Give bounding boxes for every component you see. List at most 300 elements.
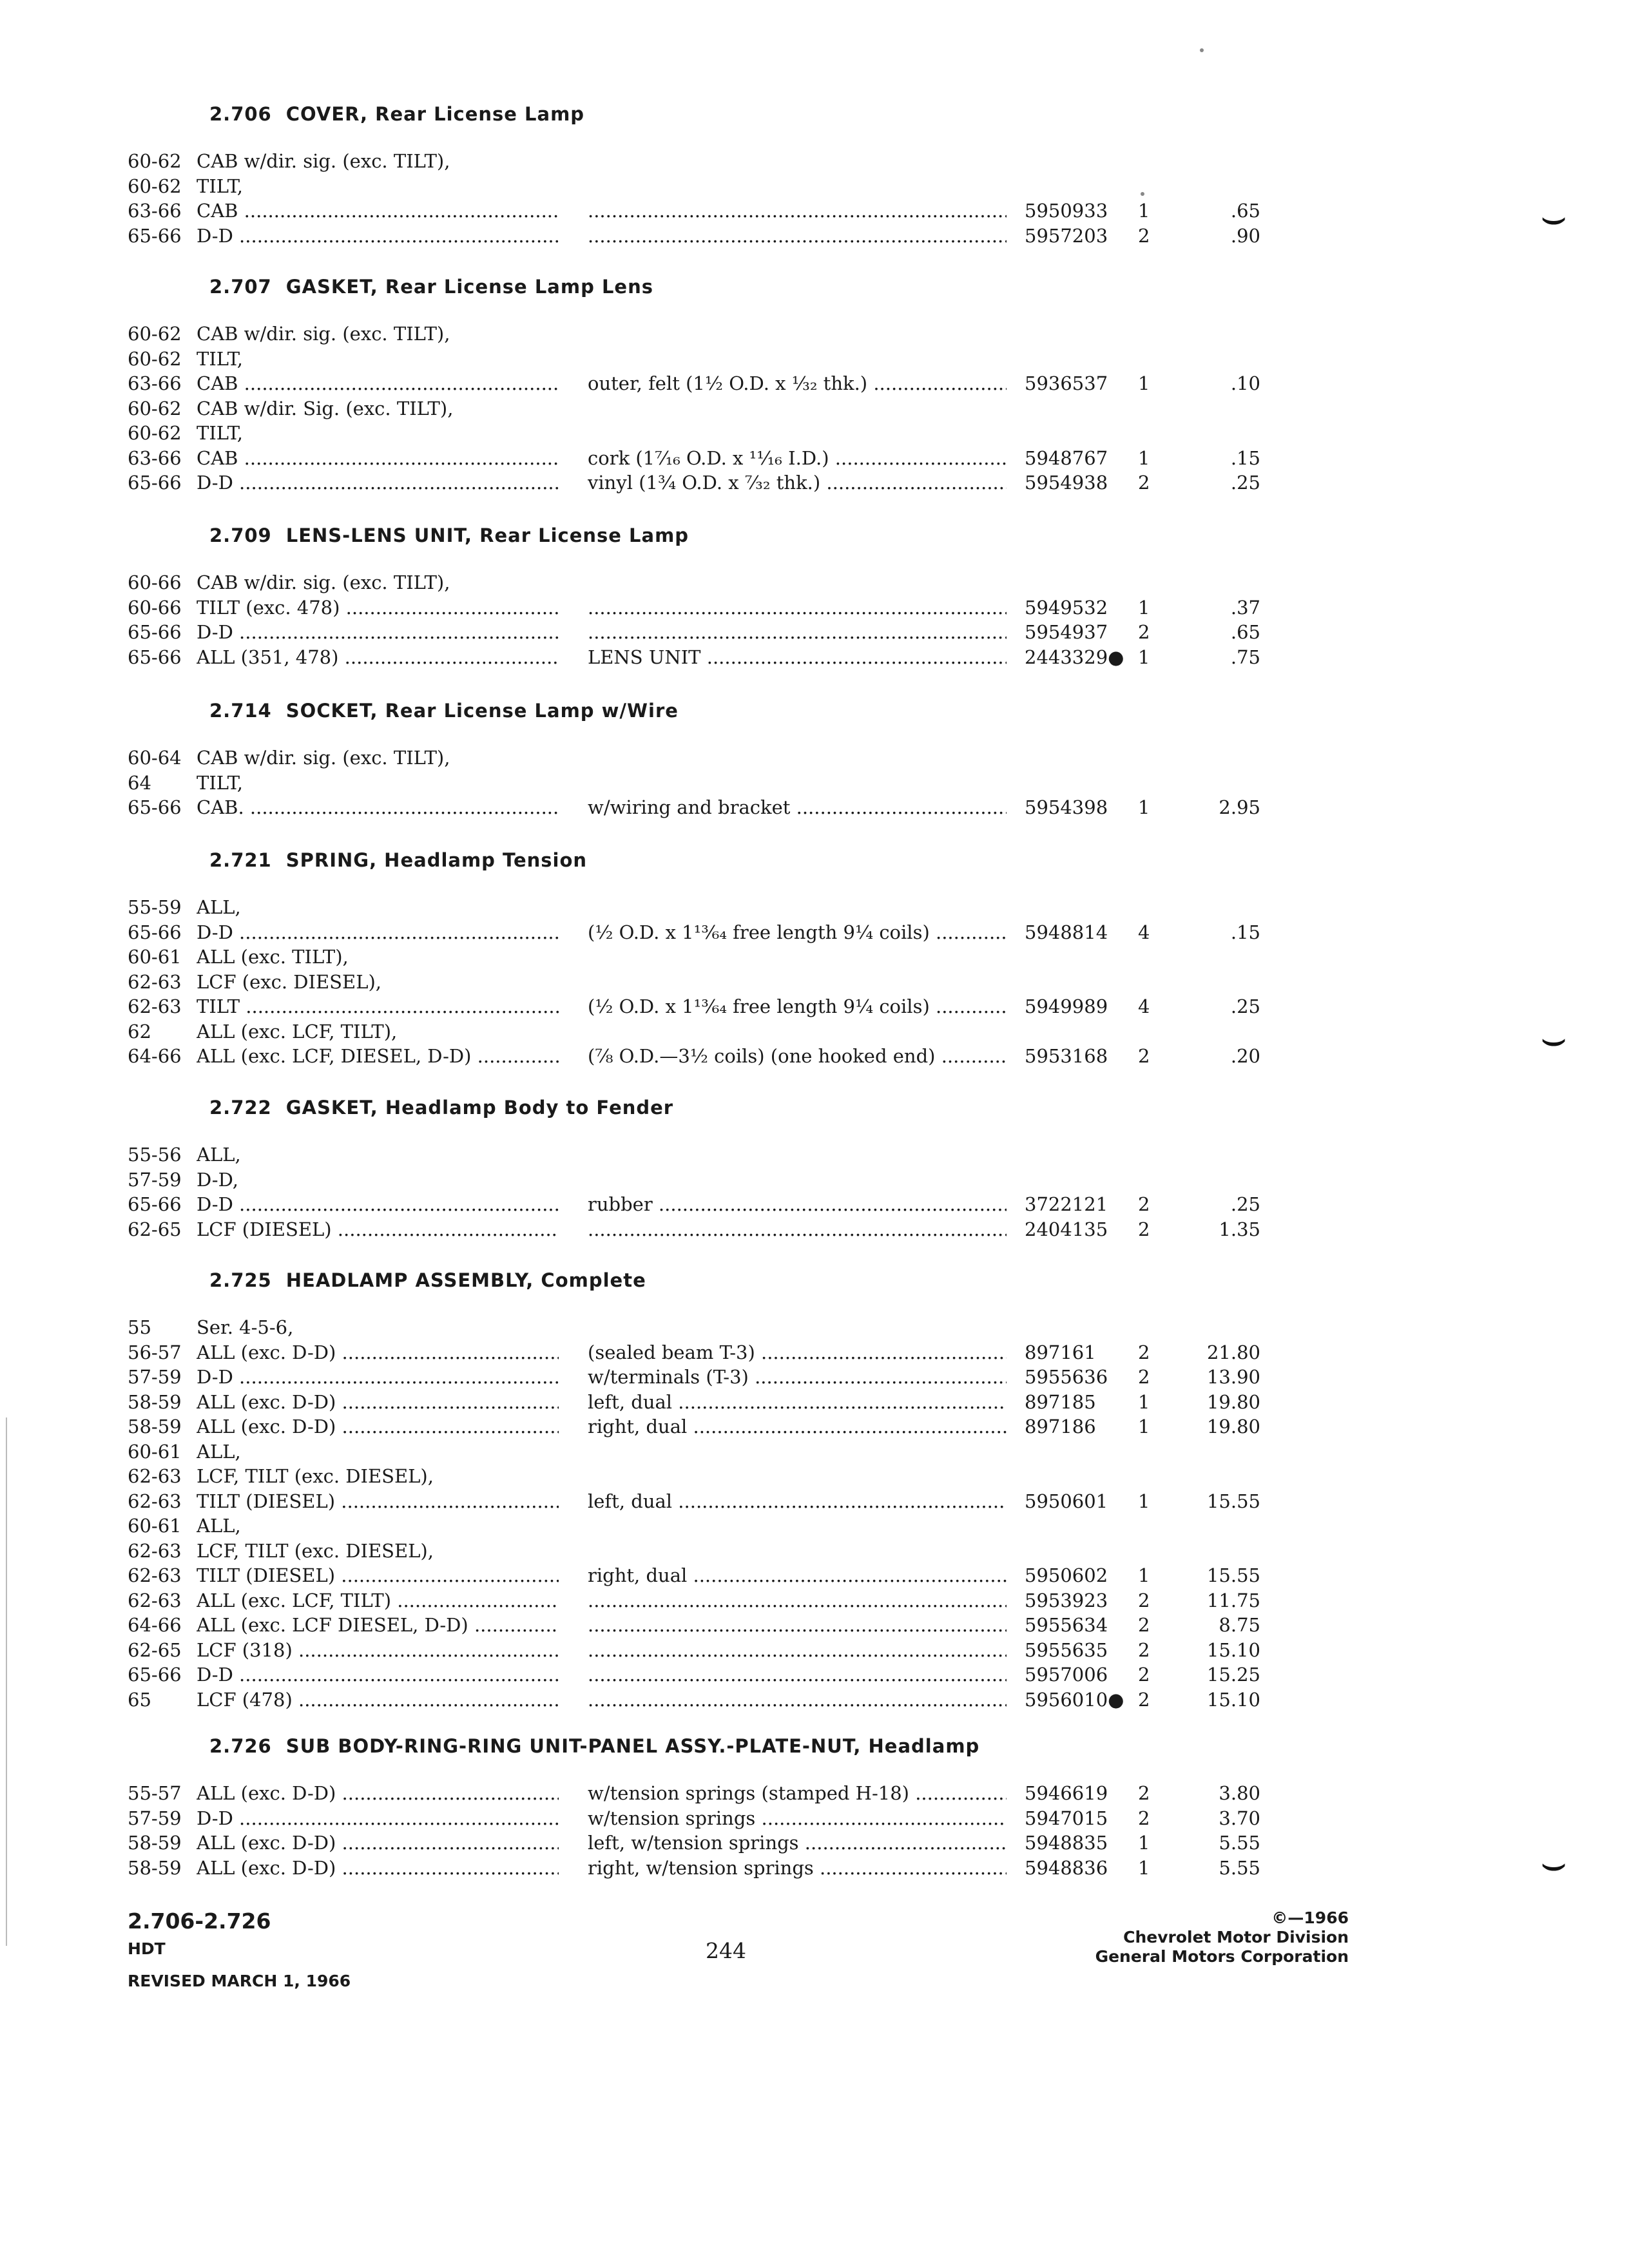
list-price: .20 [1230,1045,1260,1067]
model-year: 62-63 [128,1465,182,1487]
part-row [0,371,1629,396]
model-application: CAB ..... [197,371,559,396]
model-year: 65-66 [128,796,182,818]
model-year: 64 [128,771,151,794]
quantity: 2 [1138,1218,1150,1240]
list-price: .25 [1230,1193,1260,1215]
part-row [0,1044,1629,1068]
model-year: 57-59 [128,1168,182,1191]
footer-copyright: ©—1966 [1271,1908,1349,1927]
model-application: ALL (exc. LCF DIESEL, D-D) ..... [197,1613,559,1637]
model-year: 60-64 [128,747,182,769]
list-price: .65 [1230,200,1260,222]
quantity: 2 [1138,1639,1150,1661]
section-number: 2.709 [209,524,272,546]
footer-range: 2.706-2.726 [128,1908,271,1934]
part-row [0,198,1629,223]
section-heading [209,849,587,871]
model-application: CAB ..... [197,446,559,470]
list-price: .25 [1230,995,1260,1017]
part-row [0,920,1629,945]
model-year: 62-63 [128,1564,182,1586]
part-row [0,1340,1629,1365]
part-number: 5957203 [1025,224,1108,247]
list-price: 15.10 [1206,1688,1260,1711]
model-year: 62-63 [128,1589,182,1611]
model-year: 62-65 [128,1639,182,1661]
part-row [0,396,1629,421]
list-price: 1.35 [1219,1218,1260,1240]
section-number: 2.722 [209,1097,272,1119]
list-price: 3.80 [1219,1782,1260,1804]
part-row [0,149,1629,173]
part-number: 5948767 [1025,447,1108,469]
quantity: 2 [1138,224,1150,247]
model-application: Ser. 4-5-6, [197,1316,294,1338]
part-number: 5949532 [1025,596,1108,619]
part-description: w/terminals (T-3) ..... [588,1365,1007,1389]
section-number: 2.726 [209,1735,272,1757]
list-price: 8.75 [1219,1614,1260,1636]
part-row [0,1687,1629,1712]
part-row [0,1390,1629,1414]
part-row [0,1142,1629,1167]
part-row [0,595,1629,620]
list-price: 15.55 [1206,1564,1260,1586]
quantity: 1 [1138,596,1150,619]
part-description [588,1638,1007,1662]
part-row [0,795,1629,820]
part-description: cork (1⁷⁄₁₆ O.D. x ¹¹⁄₁₆ I.D.) ..... [588,446,1007,470]
part-number: 5949989 [1025,995,1108,1017]
scan-speck [1141,192,1144,196]
model-year: 62-65 [128,1218,182,1240]
model-application: D-D ..... [197,1365,559,1389]
part-row [0,620,1629,644]
model-application: D-D ..... [197,224,559,248]
quantity: 1 [1138,1416,1150,1437]
quantity: 1 [1138,200,1150,222]
list-price: 11.75 [1206,1589,1260,1611]
model-application: D-D ..... [197,1192,559,1216]
list-price: 5.55 [1219,1832,1260,1854]
model-application: LCF (DIESEL) ..... [197,1217,559,1242]
part-row [0,1365,1629,1389]
part-row [0,1662,1629,1687]
model-application: LCF (318) ..... [197,1638,559,1662]
list-price: .37 [1230,596,1260,619]
part-description: (sealed beam T-3) ..... [588,1340,1007,1365]
quantity: 2 [1138,1366,1150,1388]
part-row [0,1019,1629,1044]
part-description [588,198,1007,223]
quantity: 2 [1138,1688,1150,1711]
model-application: ALL, [197,1515,241,1537]
check-mark-icon: ⌣ [1540,1840,1568,1887]
part-description: LENS UNIT ..... [588,645,1007,669]
part-row [0,347,1629,371]
model-year: 60-62 [128,175,182,197]
section-number: 2.706 [209,103,272,125]
part-number: 5956010● [1025,1688,1124,1711]
model-year: 63-66 [128,200,182,222]
section-title: SPRING, Headlamp Tension [285,849,588,871]
footer-revised: REVISED MARCH 1, 1966 [128,1972,351,1990]
part-number: 5946619 [1025,1782,1108,1804]
part-description [588,1687,1007,1712]
part-row [0,1514,1629,1538]
part-row [0,1414,1629,1439]
part-row [0,994,1629,1019]
list-price: 3.70 [1219,1807,1260,1829]
part-description [588,1662,1007,1687]
part-row [0,1192,1629,1216]
part-description: vinyl (1¾ O.D. x ⁷⁄₃₂ thk.) ..... [588,470,1007,495]
model-application: CAB w/dir. sig. (exc. TILT), [197,323,450,345]
part-row [0,1781,1629,1805]
model-year: 58-59 [128,1856,182,1879]
part-number: 897185 [1025,1390,1096,1413]
model-year: 65-66 [128,472,182,494]
model-application: TILT ..... [197,994,559,1019]
part-number: 5948835 [1025,1832,1108,1854]
list-price: 15.55 [1206,1490,1260,1512]
model-year: 65-66 [128,1193,182,1215]
part-row [0,1806,1629,1831]
section-number: 2.721 [209,849,272,871]
footer-code: HDT [128,1939,166,1958]
quantity: 2 [1138,1045,1150,1067]
page-number: 244 [706,1938,746,1963]
part-number: 5950601 [1025,1490,1108,1512]
model-year: 62-63 [128,1490,182,1512]
part-number: 5948814 [1025,921,1108,943]
model-application: ALL (exc. D-D) ..... [197,1856,559,1880]
section-title: GASKET, Rear License Lamp Lens [285,276,654,298]
model-application: CAB w/dir. sig. (exc. TILT), [197,747,450,769]
section-number: 2.725 [209,1269,272,1291]
part-description: w/tension springs (stamped H-18) ..... [588,1781,1007,1805]
model-application: ALL (351, 478) ..... [197,645,559,669]
quantity: 4 [1138,995,1150,1017]
part-description [588,620,1007,644]
model-application: LCF (exc. DIESEL), [197,970,381,993]
list-price: 19.80 [1206,1416,1260,1437]
quantity: 2 [1138,1589,1150,1611]
model-application: ALL (exc. TILT), [197,946,349,968]
quantity: 1 [1138,447,1150,469]
part-number: 5957006 [1025,1664,1108,1686]
section-heading [209,1735,979,1757]
list-price: .25 [1230,472,1260,494]
quantity: 2 [1138,1614,1150,1636]
model-application: TILT, [197,422,243,444]
model-application: CAB. ..... [197,795,559,820]
quantity: 2 [1138,621,1150,643]
part-description: outer, felt (1½ O.D. x ⅓₂ thk.) ..... [588,371,1007,396]
model-year: 60-66 [128,596,182,619]
model-year: 63-66 [128,447,182,469]
part-row [0,1464,1629,1488]
list-price: 15.25 [1206,1664,1260,1686]
scan-edge-line [6,1418,7,1946]
section-heading [209,103,584,125]
quantity: 1 [1138,1390,1150,1413]
part-description: left, dual ..... [588,1489,1007,1514]
part-row [0,1856,1629,1880]
section-title: SUB BODY-RING-RING UNIT-PANEL ASSY.-PLATE-NUT, Headlamp [285,1735,980,1757]
model-application: TILT, [197,347,243,370]
model-application: ALL (exc. D-D) ..... [197,1831,559,1855]
model-application: CAB w/dir. Sig. (exc. TILT), [197,397,454,419]
part-row [0,174,1629,198]
part-row [0,1638,1629,1662]
model-application: LCF, TILT (exc. DIESEL), [197,1539,434,1562]
quantity: 2 [1138,1807,1150,1829]
section-heading [209,276,653,298]
model-year: 65-66 [128,1664,182,1686]
list-price: .65 [1230,621,1260,643]
part-description: right, dual ..... [588,1563,1007,1588]
part-row [0,945,1629,969]
model-year: 55-56 [128,1144,182,1166]
model-application: ALL (exc. LCF, TILT) ..... [197,1588,559,1613]
list-price: .75 [1230,646,1260,668]
part-row [0,1539,1629,1563]
list-price: .15 [1230,447,1260,469]
part-row [0,1489,1629,1514]
model-application: LCF, TILT (exc. DIESEL), [197,1465,434,1487]
part-row [0,446,1629,470]
model-year: 65-66 [128,646,182,668]
quantity: 4 [1138,921,1150,943]
list-price: .10 [1230,372,1260,394]
part-number: 5950933 [1025,200,1108,222]
part-number: 5953923 [1025,1589,1108,1611]
model-application: D-D ..... [197,470,559,495]
list-price: 21.80 [1206,1341,1260,1363]
model-application: ALL, [197,1440,241,1463]
model-year: 60-61 [128,946,182,968]
part-row [0,224,1629,248]
part-row [0,470,1629,495]
part-description: right, dual ..... [588,1414,1007,1439]
part-number: 5955636 [1025,1366,1108,1388]
quantity: 1 [1138,1832,1150,1854]
part-row [0,322,1629,346]
part-number: 2443329● [1025,646,1124,668]
model-year: 58-59 [128,1832,182,1854]
model-application: D-D ..... [197,1806,559,1831]
part-row [0,1831,1629,1855]
part-description: rubber ..... [588,1192,1007,1216]
quantity: 2 [1138,1664,1150,1686]
section-heading [209,700,679,722]
section-title: COVER, Rear License Lamp [285,103,585,125]
part-description: w/wiring and bracket ..... [588,795,1007,820]
model-year: 65-66 [128,224,182,247]
part-row [0,745,1629,770]
quantity: 1 [1138,1564,1150,1586]
model-year: 65 [128,1688,151,1711]
list-price: 5.55 [1219,1856,1260,1879]
list-price: 2.95 [1219,796,1260,818]
part-row [0,570,1629,595]
model-year: 58-59 [128,1390,182,1413]
part-description [588,1217,1007,1242]
part-number: 5947015 [1025,1807,1108,1829]
quantity: 2 [1138,472,1150,494]
part-row [0,1563,1629,1588]
model-application: ALL (exc. D-D) ..... [197,1340,559,1365]
part-description: left, dual ..... [588,1390,1007,1414]
model-year: 55 [128,1316,151,1338]
list-price: 13.90 [1206,1366,1260,1388]
model-year: 60-62 [128,422,182,444]
part-description [588,224,1007,248]
model-year: 62-63 [128,1539,182,1562]
model-application: TILT (DIESEL) ..... [197,1563,559,1588]
part-row [0,1439,1629,1464]
part-description: (⅞ O.D.—3½ coils) (one hooked end) ..... [588,1044,1007,1068]
section-number: 2.707 [209,276,272,298]
model-year: 58-59 [128,1416,182,1437]
model-application: D-D, [197,1168,239,1191]
part-number: 5936537 [1025,372,1108,394]
section-title: LENS-LENS UNIT, Rear License Lamp [285,524,689,546]
model-application: TILT, [197,175,243,197]
part-row [0,970,1629,994]
part-number: 3722121 [1025,1193,1108,1215]
model-year: 55-59 [128,896,182,918]
model-application: CAB w/dir. sig. (exc. TILT), [197,150,450,172]
section-title: HEADLAMP ASSEMBLY, Complete [285,1269,646,1291]
part-row [0,895,1629,919]
part-number: 5955634 [1025,1614,1108,1636]
model-application: TILT (exc. 478) ..... [197,595,559,620]
model-year: 62-63 [128,995,182,1017]
part-row [0,421,1629,445]
part-number: 5955635 [1025,1639,1108,1661]
part-description [588,1588,1007,1613]
model-application: TILT, [197,771,243,794]
model-year: 65-66 [128,921,182,943]
part-row [0,771,1629,795]
part-description: (½ O.D. x 1¹³⁄₆₄ free length 9¼ coils) ..... [588,920,1007,945]
part-number: 5950602 [1025,1564,1108,1586]
part-row [0,1588,1629,1613]
list-price: 19.80 [1206,1390,1260,1413]
quantity: 1 [1138,646,1150,668]
model-year: 57-59 [128,1366,182,1388]
model-application: CAB ..... [197,198,559,223]
check-mark-icon: ⌣ [1540,193,1568,241]
quantity: 1 [1138,372,1150,394]
part-row [0,645,1629,669]
model-year: 64-66 [128,1614,182,1636]
part-number: 5954398 [1025,796,1108,818]
model-application: ALL (exc. D-D) ..... [197,1414,559,1439]
model-application: ALL, [197,1144,241,1166]
model-application: D-D ..... [197,920,559,945]
part-description [588,1613,1007,1637]
part-description: (½ O.D. x 1¹³⁄₆₄ free length 9¼ coils) ..... [588,994,1007,1019]
part-description [588,595,1007,620]
part-row [0,1613,1629,1637]
section-heading [209,1269,646,1291]
model-year: 60-62 [128,323,182,345]
model-application: ALL (exc. LCF, TILT), [197,1020,398,1043]
quantity: 1 [1138,1490,1150,1512]
part-row [0,1315,1629,1340]
quantity: 2 [1138,1341,1150,1363]
model-application: LCF (478) ..... [197,1687,559,1712]
quantity: 1 [1138,796,1150,818]
model-year: 56-57 [128,1341,182,1363]
model-year: 62-63 [128,970,182,993]
quantity: 1 [1138,1856,1150,1879]
section-number: 2.714 [209,700,272,722]
model-application: ALL, [197,896,241,918]
model-application: ALL (exc. D-D) ..... [197,1781,559,1805]
quantity: 2 [1138,1782,1150,1804]
part-number: 2404135 [1025,1218,1108,1240]
part-description: right, w/tension springs ..... [588,1856,1007,1880]
check-mark-icon: ⌣ [1540,1015,1568,1062]
part-description: left, w/tension springs ..... [588,1831,1007,1855]
section-title: SOCKET, Rear License Lamp w/Wire [285,700,679,722]
model-year: 64-66 [128,1045,182,1067]
model-application: D-D ..... [197,620,559,644]
model-year: 62 [128,1020,151,1043]
list-price: .90 [1230,224,1260,247]
model-application: ALL (exc. D-D) ..... [197,1390,559,1414]
model-application: ALL (exc. LCF, DIESEL, D-D) ..... [197,1044,559,1068]
model-year: 63-66 [128,372,182,394]
part-row [0,1168,1629,1192]
model-year: 60-62 [128,397,182,419]
list-price: 15.10 [1206,1639,1260,1661]
part-number: 5954937 [1025,621,1108,643]
model-year: 60-62 [128,150,182,172]
model-year: 55-57 [128,1782,182,1804]
model-application: CAB w/dir. sig. (exc. TILT), [197,572,450,593]
quantity: 2 [1138,1193,1150,1215]
footer-division: Chevrolet Motor Division [1123,1928,1349,1946]
scan-speck [1200,48,1204,52]
model-application: D-D ..... [197,1662,559,1687]
model-year: 60-61 [128,1515,182,1537]
model-application: TILT (DIESEL) ..... [197,1489,559,1514]
part-number: 5954938 [1025,472,1108,494]
section-title: GASKET, Headlamp Body to Fender [285,1097,674,1119]
model-year: 60-66 [128,572,182,593]
section-heading [209,524,689,546]
list-price: .15 [1230,921,1260,943]
part-description: w/tension springs ..... [588,1806,1007,1831]
footer-corporation: General Motors Corporation [1095,1947,1349,1966]
model-year: 60-61 [128,1440,182,1463]
part-number: 897186 [1025,1416,1096,1437]
part-number: 897161 [1025,1341,1096,1363]
part-row [0,1217,1629,1242]
section-heading [209,1097,673,1119]
model-year: 60-62 [128,347,182,370]
model-year: 57-59 [128,1807,182,1829]
part-number: 5953168 [1025,1045,1108,1067]
model-year: 65-66 [128,621,182,643]
part-number: 5948836 [1025,1856,1108,1879]
